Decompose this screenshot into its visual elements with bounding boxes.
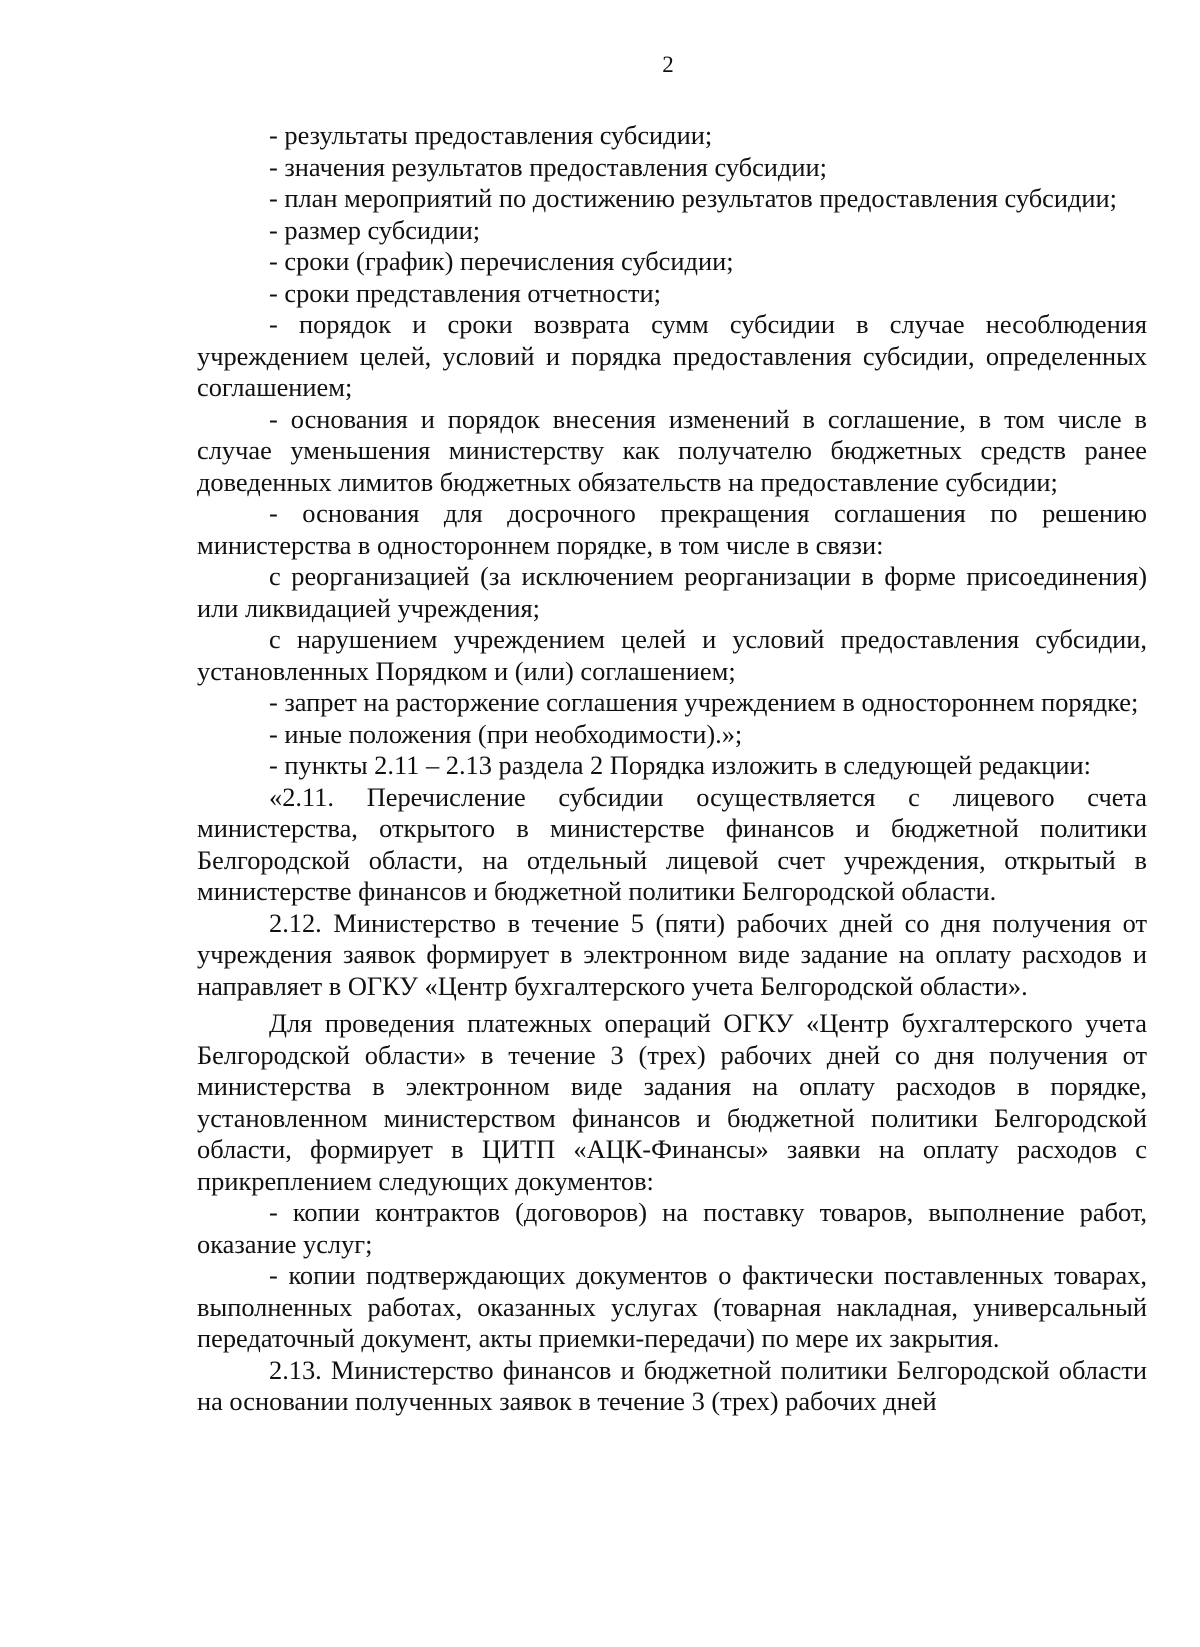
paragraph: - иные положения (при необходимости).»; bbox=[269, 718, 743, 749]
paragraph: - запрет на расторжение соглашения учреждением в одностороннем порядке; bbox=[269, 687, 1139, 717]
paragraph: - копии подтверждающих документов о фактически поставленных товарах, выполненных работах, оказанных услугах (товарная накладная, универсальный передаточный документ, акты приемки-передачи) по мере их закрытия. bbox=[197, 1260, 1147, 1353]
paragraph: - порядок и сроки возврата сумм субсидии в случае несоблюдения учреждением целей, условий и порядка предоставления субсидии, определенных соглашением; bbox=[197, 309, 1147, 402]
paragraph: 2.13. Министерство финансов и бюджетной политики Белгородской области на основании полученных заявок в течение 3 (трех) рабочих дней bbox=[197, 1354, 1147, 1416]
paragraph: с нарушением учреждением целей и условий предоставления субсидии, установленных Порядком и (или) соглашением; bbox=[197, 624, 1147, 686]
paragraph: - значения результатов предоставления субсидии; bbox=[269, 151, 827, 182]
paragraph: 2.12. Министерство в течение 5 (пяти) рабочих дней со дня получения от учреждения заявок формирует в электронном виде задание на оплату расходов и направляет в ОГКУ «Центр бухгалтерского учета Белгородской области». bbox=[197, 907, 1147, 1001]
document-body bbox=[197, 120, 1147, 1418]
paragraph: - сроки (график) перечисления субсидии; bbox=[269, 246, 734, 276]
paragraph: «2.11. Перечисление субсидии осуществляется с лицевого счета министерства, открытого в министерстве финансов и бюджетной политики Белгородской области, на отдельный лицевой счет учреждения, открытый в министерстве финансов и бюджетной политики Белгородской области. bbox=[197, 781, 1147, 906]
paragraph: Для проведения платежных операций ОГКУ «Центр бухгалтерского учета Белгородской области» в течение 3 (трех) рабочих дней со дня получения от министерства в электронном виде задания на оплату расходов в порядке, установленном министерством финансов и бюджетной политики Белгородской области, формирует в ЦИТП «АЦК-Финансы» заявки на оплату расходов с прикреплением следующих документов: bbox=[197, 1008, 1147, 1196]
paragraph: - сроки представления отчетности; bbox=[269, 277, 661, 308]
page-number: 2 bbox=[662, 52, 674, 77]
paragraph: - пункты 2.11 – 2.13 раздела 2 Порядка изложить в следующей редакции: bbox=[269, 750, 1091, 780]
paragraph: с реорганизацией (за исключением реорганизации в форме присоединения) или ликвидацией учреждения; bbox=[197, 561, 1147, 623]
paragraph: - основания для досрочного прекращения соглашения по решению министерства в одностороннем порядке, в том числе в связи: bbox=[197, 498, 1147, 560]
paragraph: - план мероприятий по достижению результатов предоставления субсидии; bbox=[269, 183, 1117, 213]
paragraph: - основания и порядок внесения изменений в соглашение, в том числе в случае уменьшения министерству как получателю бюджетных средств ранее доведенных лимитов бюджетных обязательств на предоставление субсидии; bbox=[197, 403, 1147, 497]
paragraph: - копии контрактов (договоров) на поставку товаров, выполнение работ, оказание услуг; bbox=[197, 1197, 1147, 1259]
paragraph: - результаты предоставления субсидии; bbox=[269, 120, 713, 150]
paragraph: - размер субсидии; bbox=[269, 214, 481, 245]
